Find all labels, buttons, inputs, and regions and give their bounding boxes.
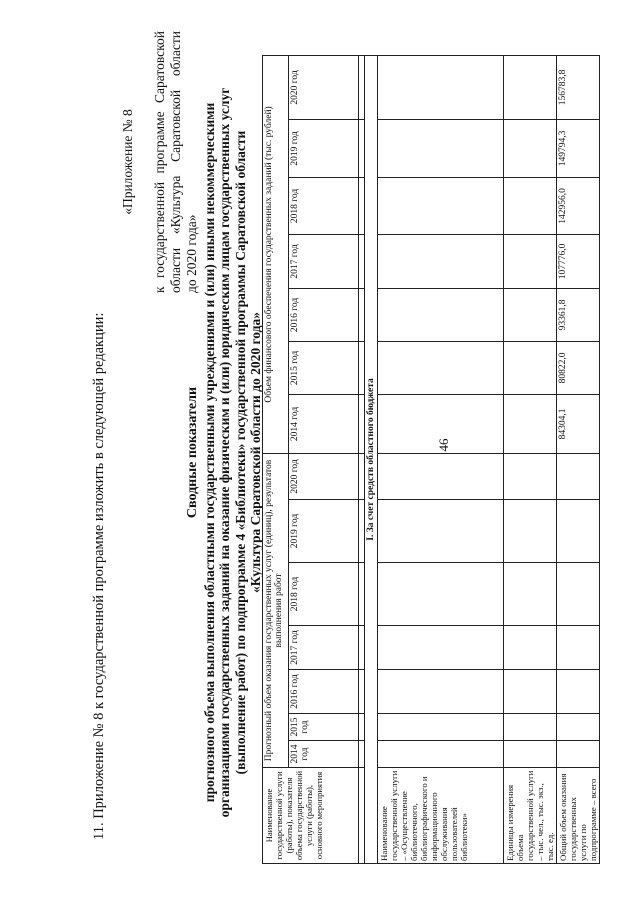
year-header: 2016 год <box>289 670 359 714</box>
finance-cell: 142956,0 <box>557 177 600 234</box>
finance-cell <box>504 341 557 394</box>
finance-cell: 93361,8 <box>557 288 600 341</box>
finance-cell <box>504 119 557 177</box>
finance-cell <box>378 234 504 288</box>
volume-cell <box>378 563 504 626</box>
heading-line: прогнозного объема выполнения областными государственными учреждениями и (или) иными некоммерческими <box>201 102 217 803</box>
volume-cell <box>504 453 557 499</box>
year-header: 2020 год <box>289 55 359 119</box>
finance-cell <box>378 119 504 177</box>
finance-cell <box>504 288 557 341</box>
year-header: 2015 год <box>289 714 359 741</box>
volume-cell <box>557 626 600 670</box>
volume-cell <box>504 670 557 714</box>
year-header: 2019 год <box>289 119 359 177</box>
header-name-column: Наименование государственной услуги (работы), показателя объема государственной услуги (работы), основного мероприятия <box>263 768 359 864</box>
volume-cell <box>557 563 600 626</box>
header-finance-group: Объем финансового обеспечения государственных заданий (тыс. рублей) <box>263 55 289 453</box>
finance-cell: 84304,1 <box>557 394 600 453</box>
indicators-table <box>262 55 600 864</box>
year-header: 2014 год <box>289 394 359 453</box>
finance-cell: 107776,0 <box>557 234 600 288</box>
year-header: 2018 год <box>289 177 359 234</box>
table-row <box>504 55 557 863</box>
year-header: 2014 год <box>289 741 359 768</box>
volume-cell <box>557 741 600 768</box>
volume-cell <box>378 500 504 563</box>
volume-cell <box>378 714 504 741</box>
volume-cell <box>557 670 600 714</box>
volume-cell <box>378 741 504 768</box>
appendix-line: области «Культура Саратовской области <box>168 31 183 293</box>
volume-cell <box>378 453 504 499</box>
year-header: 2018 год <box>289 563 359 626</box>
finance-cell <box>504 234 557 288</box>
year-header: 2016 год <box>289 288 359 341</box>
section-title: I. За счет средств областного бюджета <box>365 55 378 863</box>
volume-cell <box>504 741 557 768</box>
volume-cell <box>504 500 557 563</box>
volume-cell <box>504 626 557 670</box>
table-row <box>557 55 600 863</box>
year-header: 2020 год <box>289 453 359 499</box>
row-name: Единицы измерения объема государственной услуги – тыс. чел., тыс. экз., тыс. ед. <box>504 768 557 864</box>
volume-cell <box>378 626 504 670</box>
document-heading <box>185 60 264 845</box>
row-name: Наименование государственной услуги – «Осуществление библиотечного, библиографического и информационного обслуживания пользователей библиотеки» <box>378 768 504 864</box>
year-header: 2017 год <box>289 234 359 288</box>
volume-cell <box>378 670 504 714</box>
heading-title: Сводные показатели <box>185 386 200 519</box>
finance-cell <box>378 55 504 119</box>
heading-line: (выполнение работ) по подпрограмме 4 «Библиотеки» государственной программы Саратовской области <box>232 130 248 775</box>
finance-cell <box>378 341 504 394</box>
finance-cell: 149794,3 <box>557 119 600 177</box>
finance-cell <box>504 394 557 453</box>
volume-cell <box>504 563 557 626</box>
year-header: 2017 год <box>289 626 359 670</box>
finance-cell <box>504 55 557 119</box>
heading-line: «Культура Саратовской области до 2020 года» <box>248 312 263 593</box>
row-name: Общий объем оказания государственных услуги по подпрограмме – всего <box>557 768 600 864</box>
table-header-row <box>263 55 289 863</box>
table-years-row <box>289 55 359 863</box>
page-number: 46 <box>436 438 451 452</box>
header-volume-group: Прогнозный объем оказания государственных услуг (единиц), результатов выполнения работ <box>263 453 289 767</box>
finance-cell: 156783,8 <box>557 55 600 119</box>
intro-paragraph: 11. Приложение № 8 к государственной программе изложить в следующей редакции: <box>91 312 107 840</box>
volume-cell <box>557 500 600 563</box>
finance-cell <box>504 177 557 234</box>
heading-line: организациями государственных заданий на оказание физическим и (или) юридическим лицам государственных услуг <box>217 87 232 818</box>
section-row <box>365 55 378 863</box>
finance-cell <box>378 177 504 234</box>
finance-cell <box>378 394 504 453</box>
year-header: 2015 год <box>289 341 359 394</box>
volume-cell <box>557 714 600 741</box>
appendix-line: до 2020 года» <box>184 214 199 293</box>
appendix-number: «Приложение № 8 <box>120 109 135 215</box>
year-header: 2019 год <box>289 500 359 563</box>
table-row <box>378 55 504 863</box>
volume-cell <box>504 714 557 741</box>
finance-cell: 80822,0 <box>557 341 600 394</box>
appendix-line: к государственной программе Саратовской <box>152 31 167 293</box>
volume-cell <box>557 453 600 499</box>
finance-cell <box>378 288 504 341</box>
